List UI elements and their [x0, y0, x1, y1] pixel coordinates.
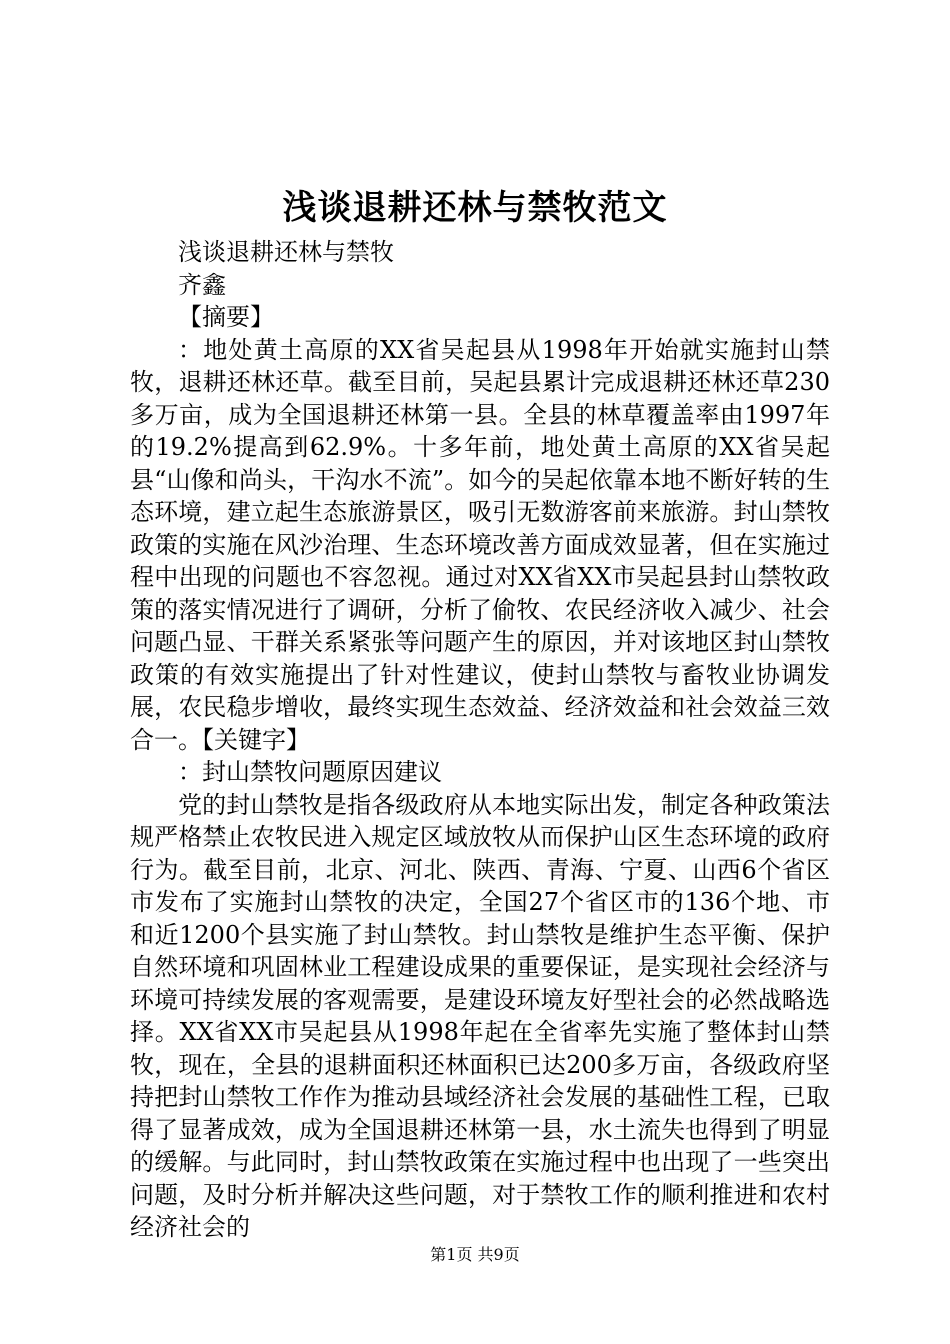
document-title: 浅谈退耕还林与禁牧范文	[282, 188, 668, 228]
document-body	[130, 236, 830, 1244]
keywords-line: ：封山禁牧问题原因建议	[178, 758, 442, 786]
author-name: 齐鑫	[178, 270, 226, 299]
abstract-heading: 【摘要】	[178, 303, 274, 331]
subtitle: 浅谈退耕还林与禁牧	[178, 238, 394, 266]
abstract-paragraph: ：地处黄土高原的XX省吴起县从1998年开始就实施封山禁牧，退耕还林还草。截至目前，吴起县累计完成退耕还林还草230多万亩，成为全国退耕还林第一县。全县的林草覆盖率由1997年的19.2%提高到62.9%。十多年前，地处黄土高原的XX省吴起县“山像和尚头，干沟水不流”。如今的吴起依靠本地不断好转的生态环境，建立起生态旅游景区，吸引无数游客前来旅游。封山禁牧政策的实施在风沙治理、生态环境改善方面成效显著，但在实施过程中出现的问题也不容忽视。通过对XX省XX市吴起县封山禁牧政策的落实情况进行了调研，分析了偷牧、农民经济收入减少、社会问题凸显、干群关系紧张等问题产生的原因，并对该地区封山禁牧政策的有效实施提出了针对性建议，使封山禁牧与畜牧业协调发展，农民稳步增收，最终实现生态效益、经济效益和社会效益三效合一。【关键字】	[130, 335, 830, 754]
body-paragraph: 党的封山禁牧是指各级政府从本地实际出发，制定各种政策法规严格禁止农牧民进入规定区域放牧从而保护山区生态环境的政府行为。截至目前，北京、河北、陕西、青海、宁夏、山西6个省区市发布了实施封山禁牧的决定，全国27个省区市的136个地、市和近1200个县实施了封山禁牧。封山禁牧是维护生态平衡、保护自然环境和巩固林业工程建设成果的重要保证，是实现社会经济与环境可持续发展的客观需要，是建设环境友好型社会的必然战略选择。XX省XX市吴起县从1998年起在全省率先实施了整体封山禁牧，现在，全县的退耕面积还林面积已达200多万亩，各级政府坚持把封山禁牧工作作为推动县域经济社会发展的基础性工程，已取得了显著成效，成为全国退耕还林第一县，水土流失也得到了明显的缓解。与此同时，封山禁牧政策在实施过程中也出现了一些突出问题，及时分析并解决这些问题，对于禁牧工作的顺利推进和农村经济社会的	[130, 790, 830, 1241]
page-number-footer: 第1页 共9页	[430, 1245, 520, 1264]
